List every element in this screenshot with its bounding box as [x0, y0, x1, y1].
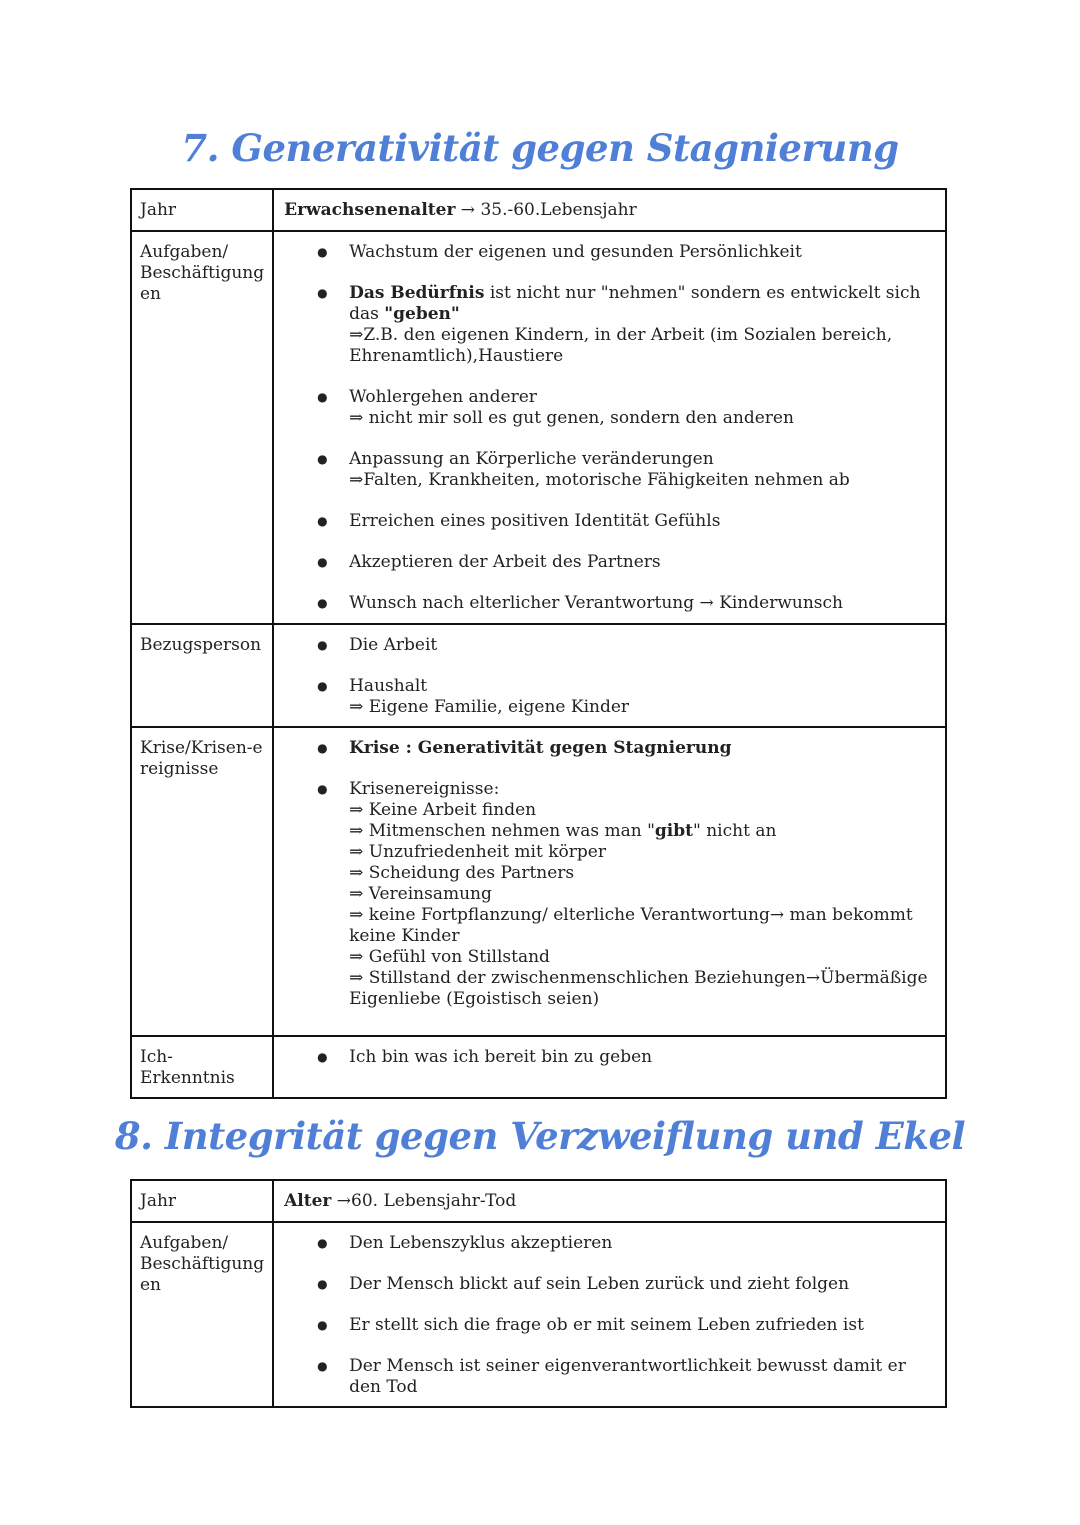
tasks-label: Aufgaben/ Beschäftigung en: [131, 231, 273, 624]
tasks-list: [284, 1233, 935, 1398]
section-8-table: [130, 1179, 947, 1408]
list-item: [284, 1233, 935, 1254]
crisis-title: Krise : Generativität gegen Stagnierung: [349, 738, 732, 758]
list-item: [284, 1315, 935, 1336]
list-item: [284, 779, 935, 1010]
list-item-text: Haushalt: [349, 676, 428, 696]
section-7-table: [130, 188, 947, 1099]
list-item: [284, 242, 935, 263]
crisis-event: ⇒ Unzufriedenheit mit körper: [349, 842, 606, 862]
list-item: [284, 676, 935, 718]
crisis-list: [284, 738, 935, 1010]
list-item-text: Der Mensch ist seiner eigenverantwortlichkeit bewusst damit er den Tod: [349, 1356, 906, 1397]
tasks-cell: [273, 1222, 946, 1407]
tasks-label: Aufgaben/ Beschäftigung en: [131, 1222, 273, 1407]
section-8-heading: 8. Integrität gegen Verzweiflung und Ekel: [114, 1114, 966, 1158]
list-item: [284, 511, 935, 532]
insight-cell: [273, 1036, 946, 1098]
year-row: [131, 1180, 946, 1222]
list-item: [284, 283, 935, 367]
list-item-text: Anpassung an Körperliche veränderungen: [349, 449, 714, 469]
crisis-event: ⇒ Keine Arbeit finden: [349, 800, 537, 820]
list-item-text: Der Mensch blickt auf sein Leben zurück und zieht folgen: [349, 1274, 850, 1294]
crisis-event-bold: gibt: [654, 821, 693, 841]
list-item-text: Wachstum der eigenen und gesunden Persönlichkeit: [349, 242, 802, 262]
crisis-event: ⇒ Stillstand der zwischenmenschlichen Beziehungen→Übermäßige Eigenliebe (Egoistisch seien): [349, 968, 928, 1009]
year-range: → 35.-60.Lebensjahr: [455, 200, 637, 220]
crisis-cell: [273, 727, 946, 1036]
insight-label: Ich- Erkenntnis: [131, 1036, 273, 1098]
crisis-event-text: ⇒ Mitmenschen nehmen was man ": [349, 821, 655, 841]
list-item: [284, 1274, 935, 1295]
list-item: [284, 1356, 935, 1398]
reference-row: [131, 624, 946, 727]
list-item-sub: ⇒Falten, Krankheiten, motorische Fähigkeiten nehmen ab: [349, 470, 850, 490]
list-item-text: Erreichen eines positiven Identität Gefühls: [349, 511, 721, 531]
list-item: [284, 593, 935, 614]
insight-row: [131, 1036, 946, 1098]
list-item: [284, 635, 935, 656]
list-item: [284, 449, 935, 491]
insight-list: [284, 1047, 935, 1068]
crisis-event: ⇒ Gefühl von Stillstand: [349, 947, 550, 967]
list-item-text: Den Lebenszyklus akzeptieren: [349, 1233, 613, 1253]
year-stage: Erwachsenenalter: [284, 200, 456, 220]
crisis-events-title: Krisenereignisse:: [349, 779, 500, 799]
tasks-cell: [273, 231, 946, 624]
year-stage: Alter: [284, 1191, 332, 1211]
list-item-text: Er stellt sich die frage ob er mit seinem Leben zufrieden ist: [349, 1315, 864, 1335]
crisis-row: [131, 727, 946, 1036]
year-value: [273, 189, 946, 231]
tasks-list: [284, 242, 935, 614]
list-item: [284, 738, 935, 759]
crisis-event-text: " nicht an: [693, 821, 777, 841]
section-7-heading: 7. Generativität gegen Stagnierung: [181, 126, 899, 170]
list-item-sub: ⇒ Eigene Familie, eigene Kinder: [349, 697, 630, 717]
list-item: [284, 1047, 935, 1068]
tasks-row: [131, 1222, 946, 1407]
list-item-text: Akzeptieren der Arbeit des Partners: [349, 552, 661, 572]
crisis-event: ⇒ Vereinsamung: [349, 884, 492, 904]
year-value: [273, 1180, 946, 1222]
reference-label: Bezugsperson: [131, 624, 273, 727]
crisis-event: ⇒ keine Fortpflanzung/ elterliche Verantwortung→ man bekommt keine Kinder: [349, 905, 913, 946]
reference-list: [284, 635, 935, 718]
list-item-text: ist nicht nur "nehmen" sondern es entwickelt sich das: [349, 283, 921, 324]
reference-cell: [273, 624, 946, 727]
list-item-text: Wunsch nach elterlicher Verantwortung → Kinderwunsch: [349, 593, 843, 613]
list-item-bold: Das Bedürfnis: [349, 283, 485, 303]
list-item-sub: ⇒Z.B. den eigenen Kindern, in der Arbeit (im Sozialen bereich, Ehrenamtlich),Haustiere: [349, 325, 893, 366]
list-item-text: Die Arbeit: [349, 635, 438, 655]
list-item: [284, 552, 935, 573]
year-row: [131, 189, 946, 231]
list-item-text: Ich bin was ich bereit bin zu geben: [349, 1047, 653, 1067]
crisis-label: Krise/Krisen-e reignisse: [131, 727, 273, 1036]
crisis-event: [349, 821, 935, 842]
year-label: Jahr: [131, 189, 273, 231]
list-item: [284, 387, 935, 429]
list-item-sub: ⇒ nicht mir soll es gut genen, sondern den anderen: [349, 408, 794, 428]
year-range: →60. Lebensjahr-Tod: [331, 1191, 517, 1211]
list-item-text: Wohlergehen anderer: [349, 387, 537, 407]
year-label: Jahr: [131, 1180, 273, 1222]
list-item-bold: "geben": [384, 304, 460, 324]
tasks-row: [131, 231, 946, 624]
crisis-event: ⇒ Scheidung des Partners: [349, 863, 575, 883]
